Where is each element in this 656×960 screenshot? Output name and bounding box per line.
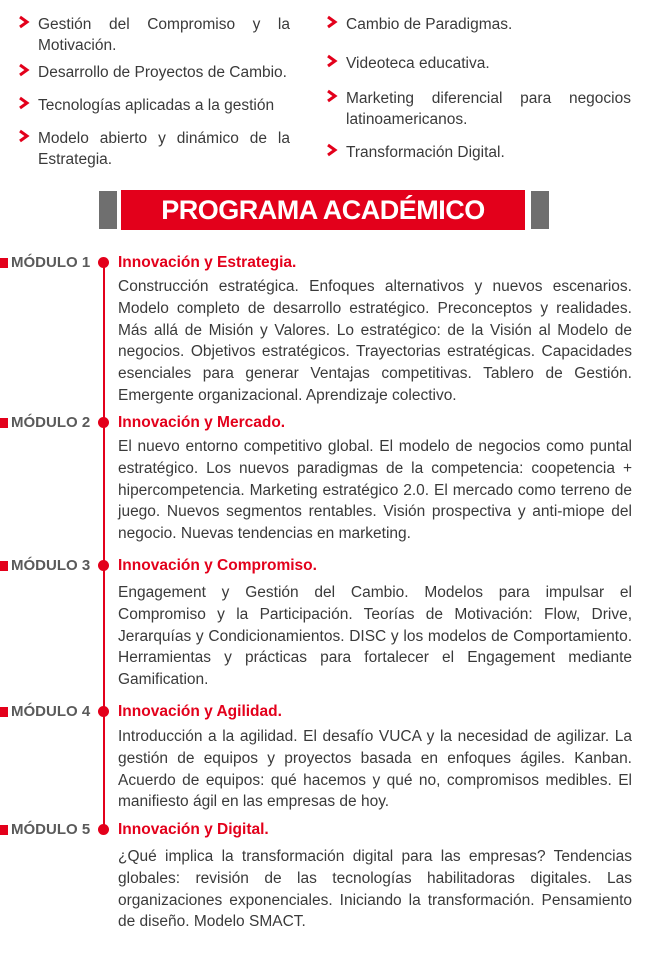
timeline-dot-icon xyxy=(98,560,109,571)
module-description: El nuevo entorno competitivo global. El modelo de negocios como puntal estratégico. Los nuevos paradigmas de la competencia: coopetencia + hipercompetencia. Marketing estratégico 2.0. El mercado como terreno de juego. Nuevos segmentos rentables. Visión prospectiva y anti-miope del negocio. Nuevas tendencias en marketing. xyxy=(118,438,632,543)
chevron-right-icon xyxy=(18,129,30,143)
module-title: Innovación y Mercado. xyxy=(118,414,286,431)
square-marker-icon xyxy=(0,418,8,428)
square-marker-icon xyxy=(0,707,8,717)
chevron-right-icon xyxy=(326,89,338,103)
chevron-right-icon xyxy=(18,63,30,77)
bullet-text: Gestión del Compromiso y la Motivación. xyxy=(38,16,290,54)
square-marker-icon xyxy=(0,825,8,835)
timeline-dot-icon xyxy=(98,824,109,835)
timeline-line xyxy=(103,258,105,830)
chevron-right-icon xyxy=(326,15,338,29)
bullet-column-left xyxy=(18,14,290,170)
section-title: PROGRAMA ACADÉMICO xyxy=(121,190,525,230)
bullet-text: Desarrollo de Proyectos de Cambio. xyxy=(38,64,287,81)
bullet-text: Transformación Digital. xyxy=(346,144,505,161)
module-title: Innovación y Digital. xyxy=(118,821,269,838)
bullet-item xyxy=(326,142,631,163)
chevron-right-icon xyxy=(18,15,30,29)
bullet-text: Modelo abierto y dinámico de la Estrategia. xyxy=(38,130,290,168)
banner-gray-bar-left xyxy=(99,191,117,229)
module-label-text: MÓDULO 4 xyxy=(11,703,91,720)
banner-gray-bar-right xyxy=(531,191,549,229)
module-title: Innovación y Compromiso. xyxy=(118,557,317,574)
module-description: Construcción estratégica. Enfoques alternativos y nuevos escenarios. Modelo completo de desarrollo estratégico. Preconceptos y realidades. Más allá de Misión y Valores. Lo estratégico: de la Visión al Modelo de negocios. Objetivos estratégicos. Trayectorias estratégicas. Capacidades esenciales para generar Ventajas competitivas. Tablero de Gestión. Emergente organizacional. Aprendizaje colectivo. xyxy=(118,278,632,404)
bullet-item xyxy=(326,88,631,130)
chevron-right-icon xyxy=(326,54,338,68)
chevron-right-icon xyxy=(326,143,338,157)
timeline-dot-icon xyxy=(98,706,109,717)
module-description: ¿Qué implica la transformación digital para las empresas? Tendencias globales: revisión de las tecnologías habilitadoras digitales. Las organizaciones exponenciales. Iniciando la transformación. Pensamiento de diseño. Modelo SMACT. xyxy=(118,848,632,931)
feature-bullets xyxy=(0,14,656,174)
bullet-item xyxy=(18,14,290,56)
module-label-text: MÓDULO 5 xyxy=(11,821,91,838)
bullet-text: Cambio de Paradigmas. xyxy=(346,16,513,33)
chevron-right-icon xyxy=(18,96,30,110)
bullet-item xyxy=(18,95,290,116)
square-marker-icon xyxy=(0,561,8,571)
module-label-text: MÓDULO 3 xyxy=(11,557,91,574)
module-description: Introducción a la agilidad. El desafío VUCA y la necesidad de agilizar. La gestión de equipos y proyectos basada en enfoques ágiles. Kanban. Acuerdo de equipos: qué hacemos y qué no, compromisos medibles. El manifiesto ágil en las empresas de hoy. xyxy=(118,728,632,811)
bullet-text: Tecnologías aplicadas a la gestión xyxy=(38,97,275,114)
timeline-dot-icon xyxy=(98,417,109,428)
timeline-dot-icon xyxy=(98,257,109,268)
bullet-item xyxy=(18,128,290,170)
module-label-text: MÓDULO 1 xyxy=(11,254,91,271)
section-banner xyxy=(0,190,656,232)
module-description: Engagement y Gestión del Cambio. Modelos para impulsar el Compromiso y la Participación. Teorías de Motivación: Flow, Drive, Jerarquías y Condicionamientos. DISC y los modelos de Comportamiento. Herramientas y prácticas para fortalecer el Engagement mediante Gamification. xyxy=(118,584,632,689)
bullet-item xyxy=(326,53,631,74)
module-title: Innovación y Agilidad. xyxy=(118,703,282,720)
bullet-item xyxy=(18,62,290,83)
square-marker-icon xyxy=(0,258,8,268)
bullet-text: Videoteca educativa. xyxy=(346,55,490,72)
bullet-text: Marketing diferencial para negocios latinoamericanos. xyxy=(346,90,631,128)
module-title: Innovación y Estrategia. xyxy=(118,254,297,271)
module-label-text: MÓDULO 2 xyxy=(11,414,91,431)
bullet-item xyxy=(326,14,631,35)
bullet-column-right xyxy=(326,14,631,163)
